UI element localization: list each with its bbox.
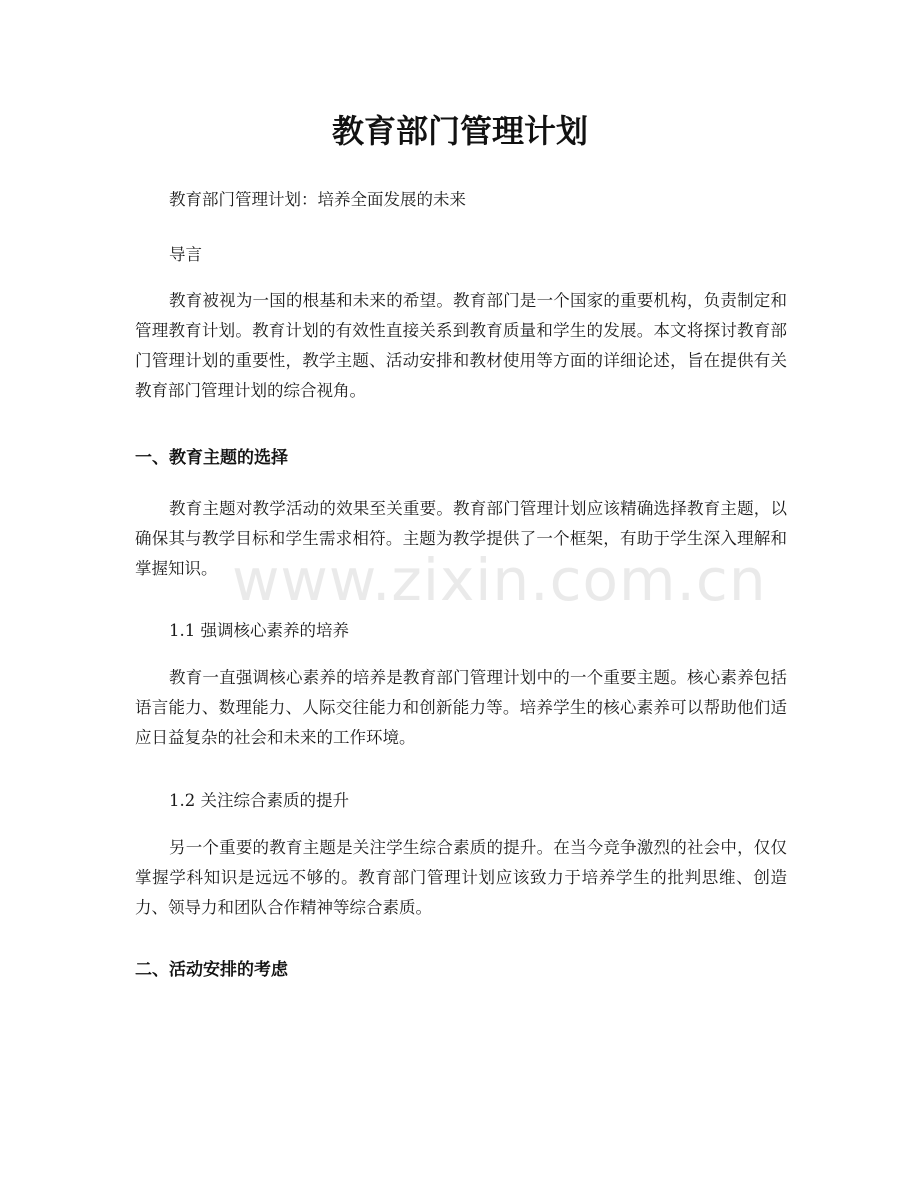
page-title: 教育部门管理计划 — [331, 112, 588, 150]
subsection2-paragraph: 另一个重要的教育主题是关注学生综合素质的提升。在当今竞争激烈的社会中，仅仅掌握学科知识是远远不够的。教育部门管理计划应该致力于培养学生的批判思维、创造力、领导力和团队合作精神等综合素质。 — [135, 838, 787, 917]
subsection1-paragraph: 教育一直强调核心素养的培养是教育部门管理计划中的一个重要主题。核心素养包括语言能力、数理能力、人际交往能力和创新能力等。培养学生的核心素养可以帮助他们适应日益复杂的社会和未来的工作环境。 — [135, 668, 787, 747]
subsection1-heading: 1.1 强调核心素养的培养 — [169, 621, 349, 640]
section1-heading: 一、教育主题的选择 — [135, 448, 288, 468]
intro-paragraph: 教育被视为一国的根基和未来的希望。教育部门是一个国家的重要机构，负责制定和管理教育计划。教育计划的有效性直接关系到教育质量和学生的发展。本文将探讨教育部门管理计划的重要性，教学主题、活动安排和教材使用等方面的详细论述，旨在提供有关教育部门管理计划的综合视角。 — [135, 291, 787, 400]
site-watermark: www.zixin.com.cn — [232, 546, 767, 614]
document-subtitle: 教育部门管理计划：培养全面发展的未来 — [169, 190, 466, 209]
intro-label: 导言 — [169, 245, 202, 264]
section2-heading: 二、活动安排的考虑 — [135, 960, 288, 980]
subsection2-heading: 1.2 关注综合素质的提升 — [169, 791, 349, 810]
section1-paragraph: 教育主题对教学活动的效果至关重要。教育部门管理计划应该精确选择教育主题，以确保其与教学目标和学生需求相符。主题为教学提供了一个框架，有助于学生深入理解和掌握知识。 — [135, 499, 787, 578]
